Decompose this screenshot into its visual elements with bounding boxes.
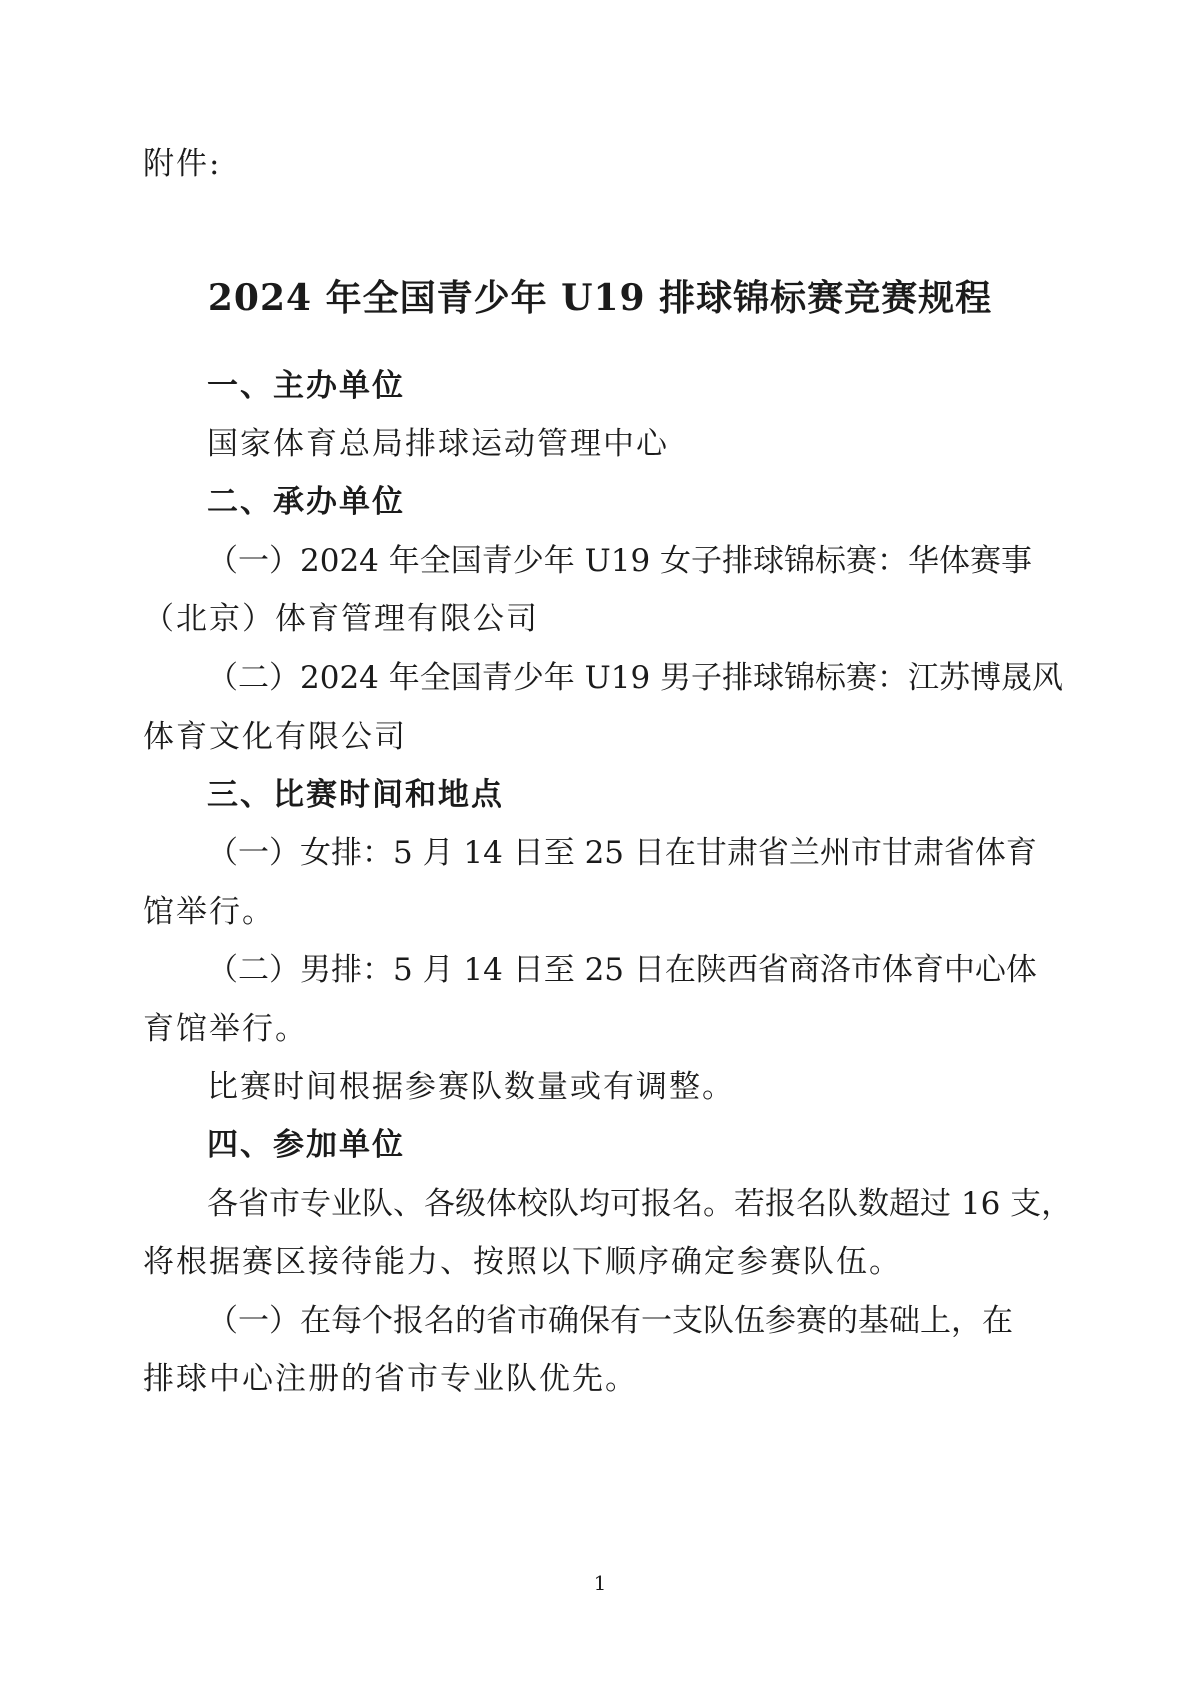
page-number: 1: [593, 1571, 607, 1595]
host-item-1-line-2: （北京）体育管理有限公司: [143, 601, 539, 637]
venue-item-2-line-1: （二）男排：5 月 14 日至 25 日在陕西省商洛市体育中心体: [207, 952, 1037, 988]
participants-para-line-2: 将根据赛区接待能力、按照以下顺序确定参赛队伍。: [143, 1244, 902, 1280]
venue-item-1-line-1: （一）女排：5 月 14 日至 25 日在甘肃省兰州市甘肃省体育: [207, 835, 1037, 871]
host-item-1-line-1: （一）2024 年全国青少年 U19 女子排球锦标赛：华体赛事: [207, 543, 1033, 579]
section-heading-participants: 四、参加单位: [207, 1127, 405, 1163]
host-item-2-line-1: （二）2024 年全国青少年 U19 男子排球锦标赛：江苏博晟风: [207, 660, 1064, 696]
organizer-text: 国家体育总局排球运动管理中心: [207, 426, 669, 462]
section-heading-time-venue: 三、比赛时间和地点: [207, 777, 504, 813]
section-heading-host: 二、承办单位: [207, 484, 405, 520]
attachment-label: 附件:: [143, 146, 222, 182]
participants-item-1-line-2: 排球中心注册的省市专业队优先。: [143, 1361, 638, 1397]
document-title: 2024 年全国青少年 U19 排球锦标赛竞赛规程: [207, 277, 993, 319]
venue-item-2-line-2: 育馆举行。: [143, 1011, 308, 1047]
schedule-note: 比赛时间根据参赛队数量或有调整。: [207, 1069, 735, 1105]
venue-item-1-line-2: 馆举行。: [143, 894, 275, 930]
participants-item-1-line-1: （一）在每个报名的省市确保有一支队伍参赛的基础上，在: [207, 1303, 1013, 1339]
participants-para-line-1: 各省市专业队、各级体校队均可报名。若报名队数超过 16 支，: [207, 1186, 1073, 1222]
section-heading-organizer: 一、主办单位: [207, 368, 405, 404]
host-item-2-line-2: 体育文化有限公司: [143, 719, 407, 755]
